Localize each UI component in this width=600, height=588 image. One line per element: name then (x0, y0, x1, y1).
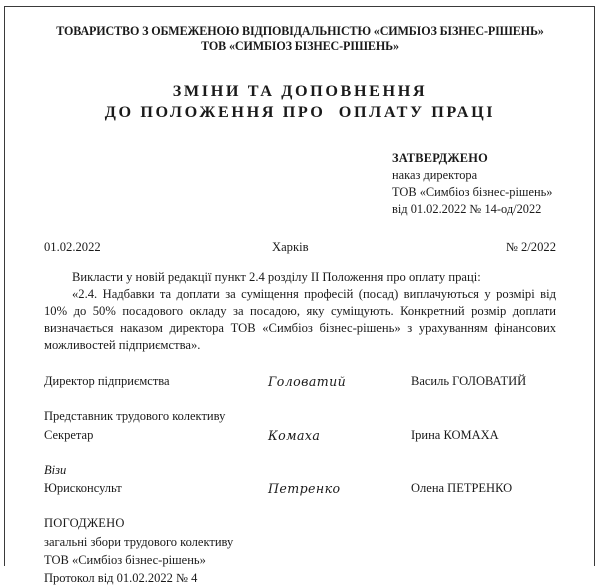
agreed-company-line: ТОВ «Симбіоз бізнес-рішень» (44, 553, 206, 568)
organization-short-name: ТОВ «СИМБІОЗ БІЗНЕС-РІШЕНЬ» (201, 39, 399, 54)
body-intro-paragraph: Викласти у новій редакції пункт 2.4 розділу II Положення про оплату праці: (72, 270, 481, 285)
approval-order-line: наказ директора (392, 167, 478, 182)
signature-row (44, 479, 556, 498)
document-meta-row (44, 240, 556, 255)
signer-role: Юрисконсульт (44, 481, 122, 496)
organization-full-name: ТОВАРИСТВО З ОБМЕЖЕНОЮ ВІДПОВІДАЛЬНІСТЮ «СИМБІОЗ БІЗНЕС-РІШЕНЬ» (56, 24, 544, 38)
signature-section (44, 372, 556, 499)
signer-name: Василь ГОЛОВАТИЙ (411, 373, 527, 388)
document-city: Харків (271, 240, 309, 255)
signer-role: Секретар (44, 427, 94, 442)
body-clause-paragraph: «2.4. Надбавки та доплати за суміщення професій (посад) виплачуються у розмірі від 10% до 50% посадового окладу за посадою, яку суміщують. Конкретний розмір доплати визначається наказом директора ТОВ «Симбіоз бізнес-рішень» з урахуванням фінансових можливостей підприємства». (44, 287, 556, 352)
signer-note: Представник трудового колективу (44, 408, 226, 423)
document-body (44, 269, 556, 354)
signature-mark: Комаха (268, 427, 321, 443)
organization-header (44, 0, 556, 55)
agreed-protocol-line: Протокол від 01.02.2022 № 4 (44, 571, 198, 586)
approval-company-line: ТОВ «Симбіоз бізнес-рішень» (392, 184, 553, 199)
signature-row (44, 426, 556, 445)
document-date: 01.02.2022 (44, 240, 101, 255)
agreed-heading: ПОГОДЖЕНО (44, 516, 125, 531)
page-title (44, 81, 556, 124)
approval-heading: ЗАТВЕРДЖЕНО (392, 150, 488, 165)
signature-mark: Петренко (268, 481, 341, 497)
signature-group-director (44, 372, 556, 391)
agreed-body-line: загальні збори трудового колективу (44, 534, 234, 549)
agreed-block (44, 514, 556, 588)
approval-date-number-line: від 01.02.2022 № 14-од/2022 (392, 202, 542, 217)
signer-name: Ірина КОМАХА (411, 427, 499, 442)
visas-label: Візи (44, 462, 67, 477)
approval-block (392, 150, 556, 218)
signature-mark: Головатий (268, 373, 347, 389)
signer-name: Олена ПЕТРЕНКО (411, 481, 513, 496)
signature-row (44, 372, 556, 391)
page-title-line-2: ДО ПОЛОЖЕННЯ ПРО ОПЛАТУ ПРАЦІ (104, 103, 496, 122)
signature-group-visas (44, 461, 556, 499)
signer-role: Директор підприємства (44, 373, 170, 388)
page-title-line-1: ЗМІНИ ТА ДОПОВНЕННЯ (172, 81, 428, 100)
signature-group-labor-representative (44, 407, 556, 445)
document-number: № 2/2022 (505, 240, 556, 255)
